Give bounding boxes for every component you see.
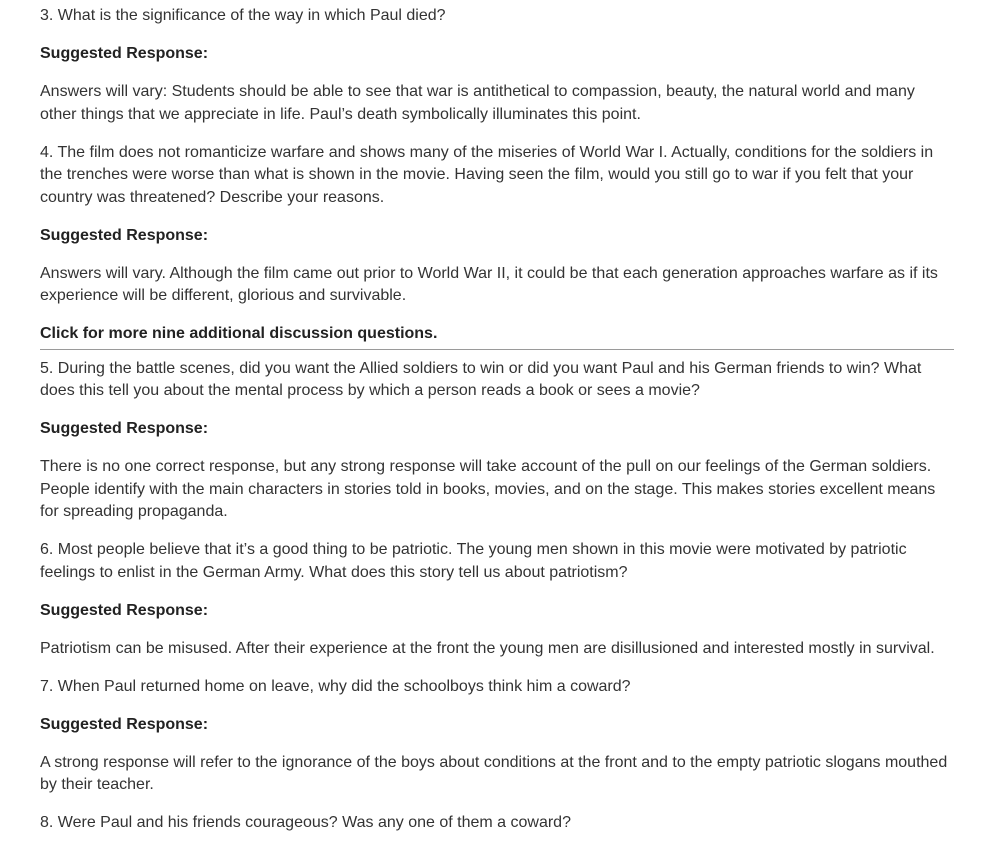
suggested-response-label: Suggested Response:: [40, 601, 209, 619]
question-3: 3. What is the significance of the way in which Paul died?: [40, 7, 446, 24]
answer-7: A strong response will refer to the ignorance of the boys about conditions at the front and to the empty patriotic slogans mouthed by their teacher.: [40, 753, 948, 793]
question-5: 5. During the battle scenes, did you want the Allied soldiers to win or did you want Paul and his German friends to win? What does this tell you about the mental process by which a person reads a book or sees a movie?: [40, 359, 922, 399]
answer-5: There is no one correct response, but any strong response will take account of the pull on our feelings of the German soldiers. People identify with the main characters in stories told in books, movies, and on the stage. This makes stories excellent means for spreading propaganda.: [40, 458, 936, 520]
question-4: 4. The film does not romanticize warfare and shows many of the miseries of World War I. Actually, conditions for the soldiers in the trenches were worse than what is shown in the movie. Having seen the film, would you still go to war if you felt that your country was threatened? Describe your reasons.: [40, 143, 934, 206]
answer-3: Answers will vary: Students should be able to see that war is antithetical to compassion, beauty, the natural world and many other things that we appreciate in life. Paul’s death symbolically illuminates this point.: [40, 83, 915, 123]
question-6: 6. Most people believe that it’s a good thing to be patriotic. The young men shown in this movie were motivated by patriotic feelings to enlist in the German Army. What does this story tell us about patriotism?: [40, 541, 907, 581]
question-7: 7. When Paul returned home on leave, why did the schoolboys think him a coward?: [40, 677, 631, 695]
discussion-content: [40, 5, 954, 850]
answer-6: Patriotism can be misused. After their experience at the front the young men are disillusioned and interested mostly in survival.: [40, 639, 935, 657]
answer-4: Answers will vary. Although the film came out prior to World War II, it could be that each generation approaches warfare as if its experience will be different, glorious and survivable.: [40, 264, 938, 304]
suggested-response-label: Suggested Response:: [40, 715, 209, 733]
more-questions-link[interactable]: Click for more nine additional discussion questions.: [40, 323, 954, 350]
suggested-response-label: Suggested Response:: [40, 45, 209, 62]
question-8: 8. Were Paul and his friends courageous? Was any one of them a coward?: [40, 814, 571, 831]
suggested-response-label: Suggested Response:: [40, 226, 209, 244]
suggested-response-label: Suggested Response:: [40, 420, 209, 437]
